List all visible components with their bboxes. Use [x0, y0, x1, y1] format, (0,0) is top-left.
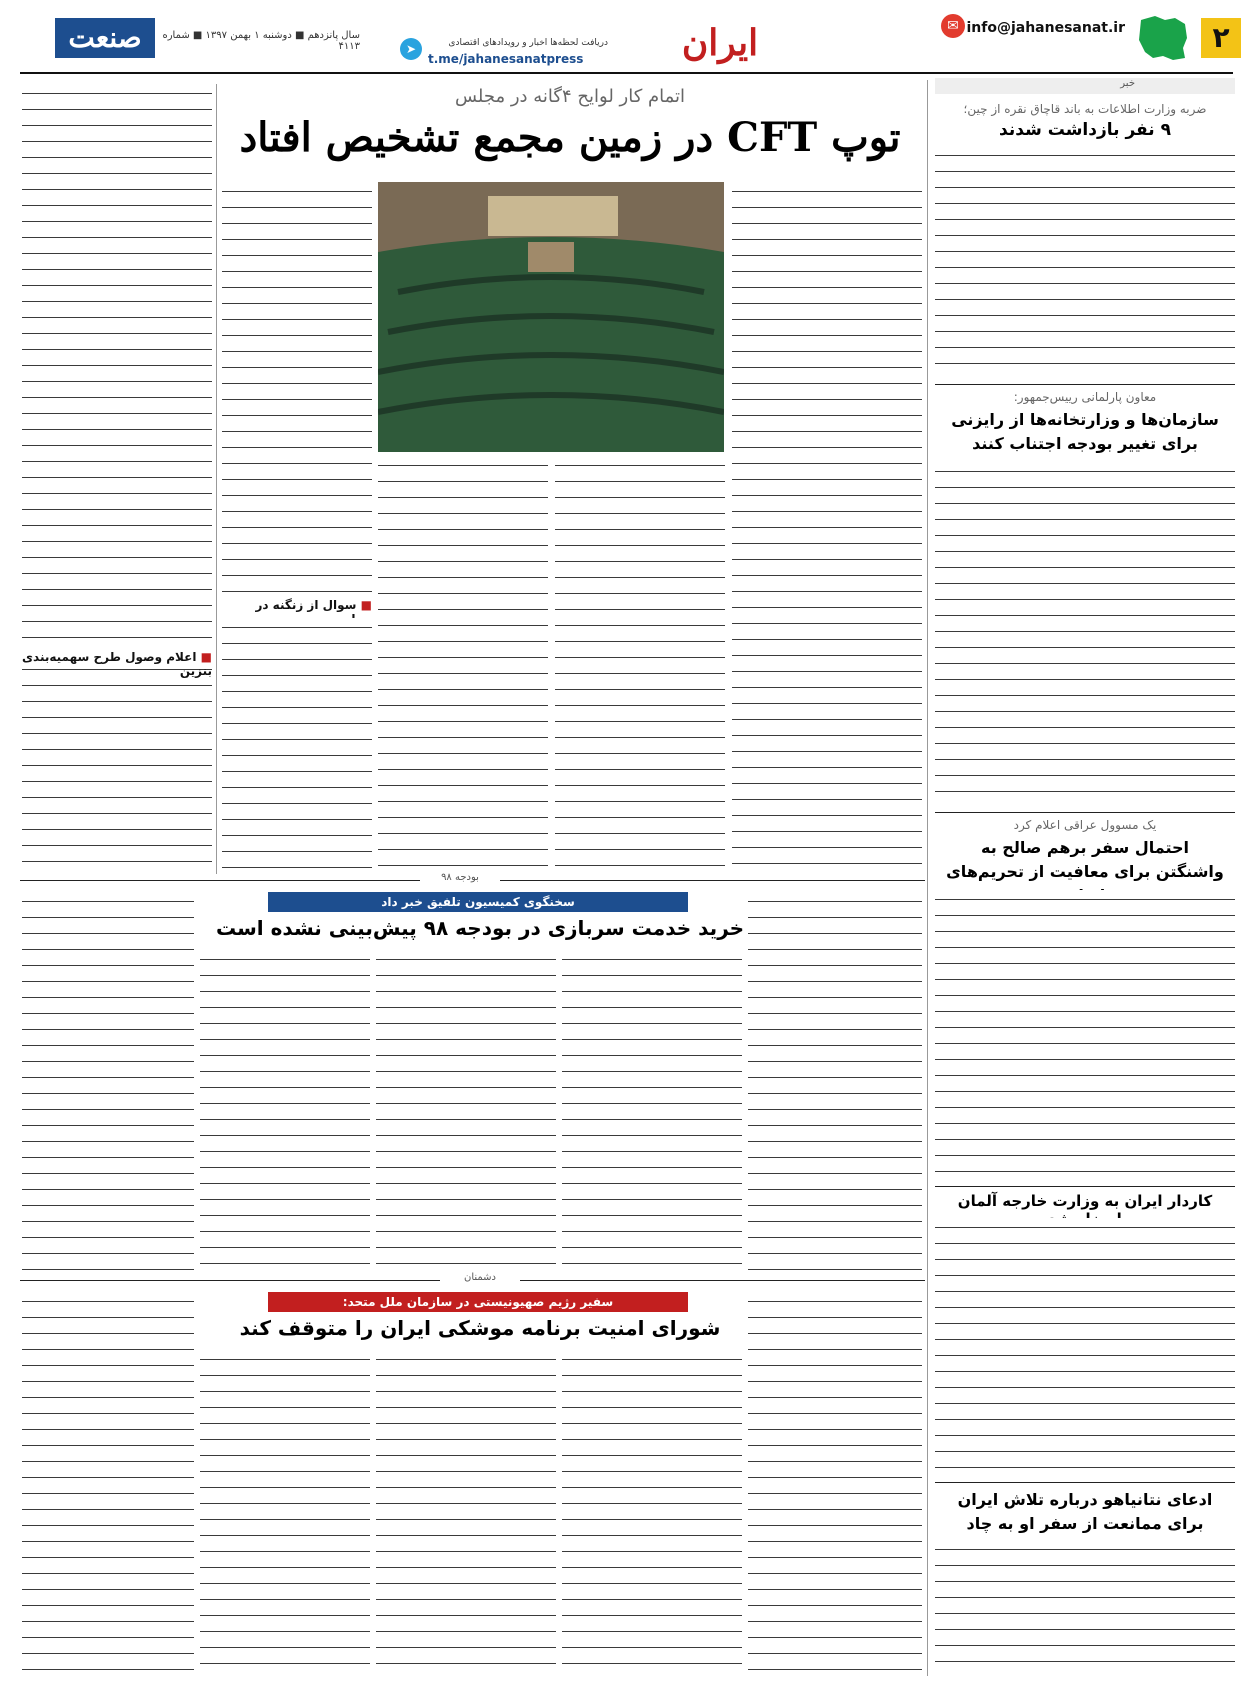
story3-title: احتمال سفر برهم صالح به واشنگتن برای معافیت از تحریم‌های: [946, 838, 1224, 881]
story5-body: [935, 1540, 1235, 1674]
telegram-caption: دریافت لحظه‌ها اخبار و رویدادهای اقتصادی: [448, 38, 608, 48]
lead-body-column-left: [22, 84, 212, 874]
israel-kicker-bar: سفیر رژیم صهیونیستی در سازمان ملل متحد:: [268, 1292, 688, 1312]
story3-body: [935, 890, 1235, 1180]
budget-column-4: [200, 950, 370, 1272]
masthead: [0, 0, 1253, 80]
news-sidebar: [935, 78, 1235, 1678]
lead-body-column-3: [378, 456, 548, 874]
section-title: ایران: [681, 22, 759, 64]
iran-map-icon: [1135, 14, 1191, 64]
newspaper-logo: صنعت: [55, 18, 155, 58]
israel-column-3: [376, 1350, 556, 1676]
budget-kicker-bar: سخنگوی کمیسیون تلفیق خبر داد: [268, 892, 688, 912]
parliament-photo: [378, 182, 724, 452]
story2-body: [935, 462, 1235, 806]
email-address[interactable]: info@jahanesanat.ir: [966, 20, 1125, 36]
israel-column-5: [22, 1292, 194, 1676]
budget-column-2: [562, 950, 742, 1272]
sidebar-label: خبر: [935, 78, 1235, 94]
israel-column-1: [748, 1292, 922, 1676]
lead-body-column-5: [222, 618, 372, 874]
budget-column-3: [376, 950, 556, 1272]
story1-title: ۹ نفر بازداشت شدند: [999, 120, 1171, 140]
page-number-badge: ۲: [1201, 18, 1241, 58]
budget-section-label: بودجه ۹۸: [420, 872, 500, 888]
subhead-zanganeh: ■ سوال از زنگنه در: [255, 598, 372, 612]
telegram-icon: ➤: [400, 38, 422, 60]
issue-info: سال پانزدهم ■ دوشنبه ۱ بهمن ۱۳۹۷ ■ شماره ۴۱۱۳: [162, 30, 360, 52]
story4-body: [935, 1218, 1235, 1476]
lead-body-column-2: [555, 456, 725, 874]
story1-body: [935, 146, 1235, 378]
lead-body-column-right: [732, 182, 922, 874]
telegram-link[interactable]: t.me/jahanesanatpress: [428, 52, 584, 66]
lead-kicker: اتمام کار لوایح ۴گانه در مجلس: [454, 86, 686, 107]
story2-kicker: معاون پارلمانی رییس‌جمهور:: [1013, 390, 1157, 404]
israel-column-4: [200, 1350, 370, 1676]
email-icon: ✉: [941, 14, 965, 38]
story5-title: ادعای نتانیاهو درباره تلاش ایران برای ممانعت از سفر او به چاد: [957, 1490, 1213, 1533]
subhead-fuel-quota: ■ اعلام وصول طرح سهمیه‌بندی بنزین: [22, 650, 212, 678]
israel-column-2: [562, 1350, 742, 1676]
story2-title: سازمان‌ها و وزارتخانه‌ها از رایزنی برای تغییر بودجه اجتناب کنند: [951, 410, 1219, 453]
budget-title: خرید خدمت سربازی در بودجه ۹۸ پیش‌بینی نشده است: [215, 916, 745, 940]
story1-kicker: ضربه وزارت اطلاعات به باند قاچاق نقره از چین؛: [963, 102, 1207, 116]
israel-title: شورای امنیت برنامه موشکی ایران را متوقف کند: [239, 1316, 721, 1340]
lead-body-column-4: [222, 182, 372, 592]
enemies-section-label: دشمنان: [440, 1272, 520, 1288]
budget-column-1: [748, 892, 922, 1272]
lead-title: توپ CFT در زمین مجمع تشخیص افتاد: [239, 114, 901, 161]
budget-column-5: [22, 892, 194, 1272]
story4-title: کاردار ایران به وزارت خارجه آلمان: [957, 1192, 1213, 1210]
story3-kicker: یک مسوول عراقی اعلام کرد: [1013, 818, 1157, 832]
